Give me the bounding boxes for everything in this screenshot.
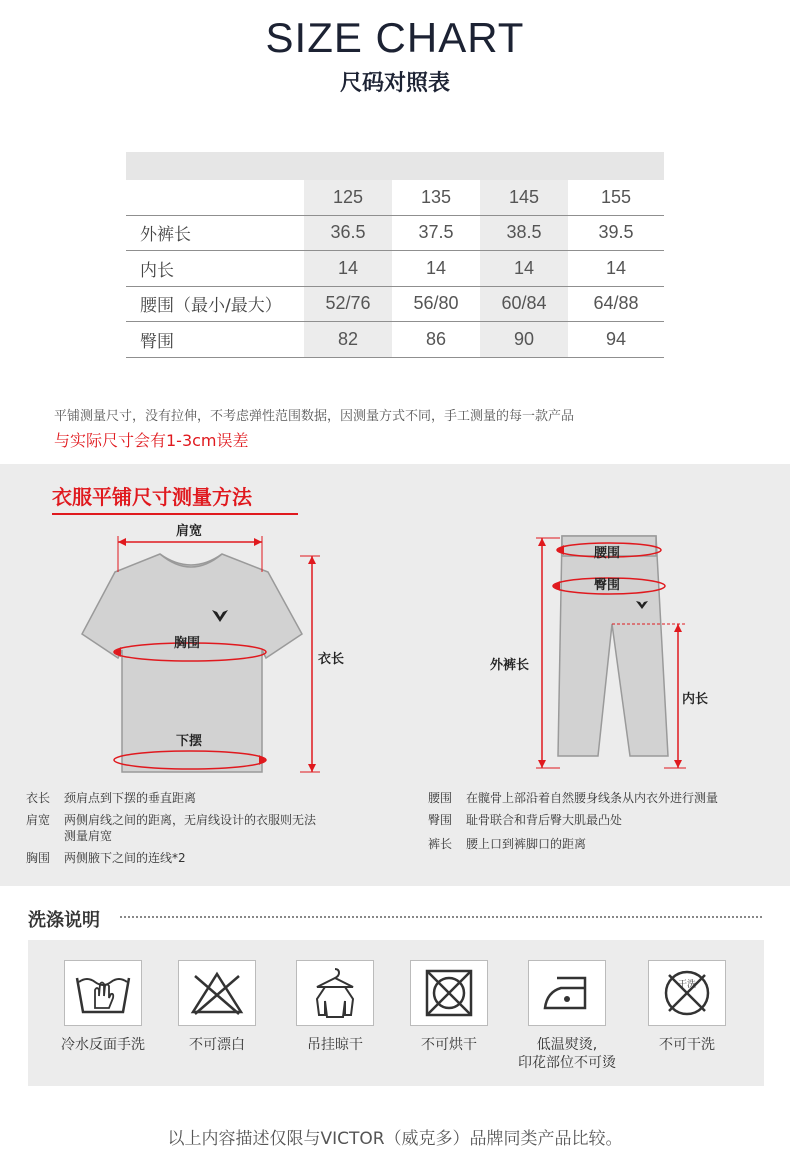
hem-label: 下摆 [176,734,203,749]
pants-shape [558,536,668,756]
page-subtitle: 尺码对照表 [339,71,450,96]
size-header: 145 [480,180,568,215]
dotted-divider [120,916,762,918]
tolerance-note: 与实际尺寸会有1-3cm误差 [54,431,249,450]
chest-label: 胸围 [174,636,201,651]
table-cell: 14 [605,257,627,278]
def-item [26,812,316,844]
measurement-note: 平铺测量尺寸，没有拉伸，不考虑弹性范围数据，因测量方式不同，手工测量的每一款产品 [54,409,575,424]
row-label: 腰围（最小/最大） [140,296,282,317]
footer-disclaimer: 以上内容描述仅限与VICTOR（威克多）品牌同类产品比较。 [167,1129,623,1149]
table-size-row [126,180,664,216]
wash-item [518,960,616,1072]
wash-label-line2: 印花部位不可烫 [518,1055,616,1071]
table-cell: 14 [304,251,392,286]
table-cell: 64/88 [593,293,639,314]
hip-label: 臀围 [594,578,621,593]
waist-label: 腰围 [594,546,621,561]
def-value: 腰上口到裤脚口的距离 [466,837,587,851]
wash-label-line1: 低温熨烫, [536,1037,598,1053]
table-cell: 60/84 [480,287,568,322]
def-key: 胸围 [26,851,51,865]
table-row [126,216,664,252]
hand-wash-icon [64,960,142,1026]
table-cell: 86 [425,328,447,349]
hang-dry-icon [296,960,374,1026]
low-iron-icon [528,960,606,1026]
size-header: 155 [600,186,632,207]
row-label: 内长 [140,260,174,281]
no-bleach-icon [178,960,256,1026]
outer-length-label: 外裤长 [490,658,530,673]
size-header: 135 [420,186,452,207]
def-item [428,812,622,828]
def-value: 耻骨联合和背后臀大肌最凸处 [466,813,623,827]
table-row [126,322,664,358]
row-label: 外裤长 [140,225,191,246]
def-key: 裤长 [428,837,453,851]
table-cell: 90 [480,322,568,357]
inner-length-label: 内长 [682,692,709,707]
def-key: 臀围 [428,813,453,827]
wash-label: 不可漂白 [189,1037,245,1053]
table-cell: 36.5 [304,216,392,251]
table-cell: 52/76 [304,287,392,322]
shoulder-label: 肩宽 [176,524,203,539]
table-row [126,251,664,287]
size-header: 125 [304,180,392,215]
def-item [428,836,586,852]
wash-label: 不可烘干 [421,1037,477,1053]
no-dry-clean-icon [648,960,726,1026]
measure-section [0,464,790,886]
wash-title: 洗涤说明 [28,910,100,931]
wash-item [61,960,145,1054]
table-cell: 14 [425,257,447,278]
def-item [26,790,196,806]
def-item [428,790,718,806]
def-value-wrap [64,812,316,844]
wash-label: 冷水反面手洗 [61,1037,145,1053]
table-cell: 38.5 [480,216,568,251]
table-cell: 56/80 [413,293,459,314]
def-value: 在髋骨上部沿着自然腰身线条从内衣外进行测量 [466,791,719,805]
dry-clean-text: 干洗 [677,980,697,990]
size-table [126,152,664,358]
def-item [26,850,186,866]
wash-item [410,960,488,1054]
wash-label [498,1036,636,1072]
def-key: 衣长 [26,791,51,805]
table-cell: 82 [304,322,392,357]
wash-label: 吊挂晾干 [307,1037,363,1053]
table-cell: 94 [605,328,627,349]
table-header-bar [126,152,664,180]
table-cell: 37.5 [418,222,454,243]
table-cell: 39.5 [598,222,634,243]
def-key: 腰围 [428,791,453,805]
table-cell: 14 [480,251,568,286]
table-row [126,287,664,323]
no-tumble-dry-icon [410,960,488,1026]
wash-item [178,960,256,1054]
def-key: 肩宽 [26,813,51,827]
wash-panel [28,940,764,1086]
length-label: 衣长 [318,652,345,667]
measure-title: 衣服平铺尺寸测量方法 [52,485,252,509]
def-value: 两侧腋下之间的连线*2 [64,851,186,865]
row-label: 臀围 [140,331,174,352]
def-value: 两侧肩线之间的距离，无肩线设计的衣服则无法 [64,813,317,827]
wash-item [648,960,726,1054]
def-value: 颈肩点到下摆的垂直距离 [64,791,197,805]
def-value-cont: 测量肩宽 [64,829,113,843]
wash-item [296,960,374,1054]
page-title: SIZE CHART [265,14,525,61]
wash-label: 不可干洗 [659,1037,715,1053]
